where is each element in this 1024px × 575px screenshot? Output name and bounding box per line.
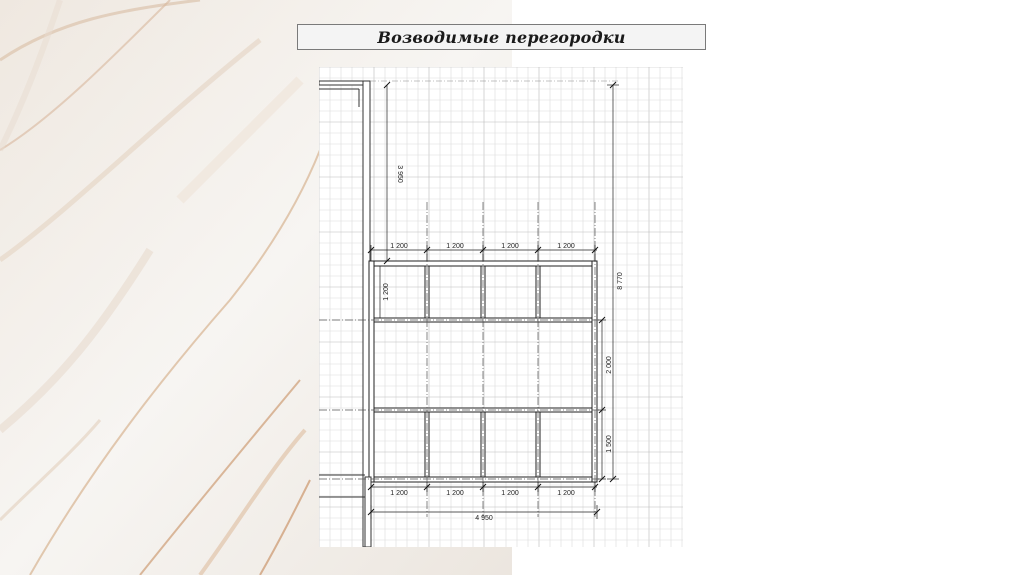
lower-height-label: 1 500 [606, 435, 613, 453]
top-width-label-3: 1 200 [501, 243, 519, 250]
dimension-labels [383, 165, 624, 522]
slide-title-box [297, 24, 706, 50]
top-width-label-1: 1 200 [390, 243, 408, 250]
floor-plan-drawing [319, 67, 683, 547]
bottom-width-label-4: 1 200 [557, 490, 575, 497]
bottom-width-label-3: 1 200 [501, 490, 519, 497]
bottom-width-label-1: 1 200 [390, 490, 408, 497]
vertical-partitions [425, 266, 540, 477]
top-width-label-2: 1 200 [446, 243, 464, 250]
middle-height-label: 2 000 [606, 356, 613, 374]
total-height-label: 8 770 [617, 272, 624, 290]
dimension-ticks [368, 82, 616, 515]
slide-title: Возводимые перегородки [377, 27, 626, 47]
total-width-label: 4 950 [475, 515, 493, 522]
bottom-width-label-2: 1 200 [446, 490, 464, 497]
top-width-label-4: 1 200 [557, 243, 575, 250]
cell-height-label: 1 200 [383, 283, 390, 301]
upper-height-label: 3 950 [396, 165, 403, 183]
floor-plan [319, 67, 683, 547]
